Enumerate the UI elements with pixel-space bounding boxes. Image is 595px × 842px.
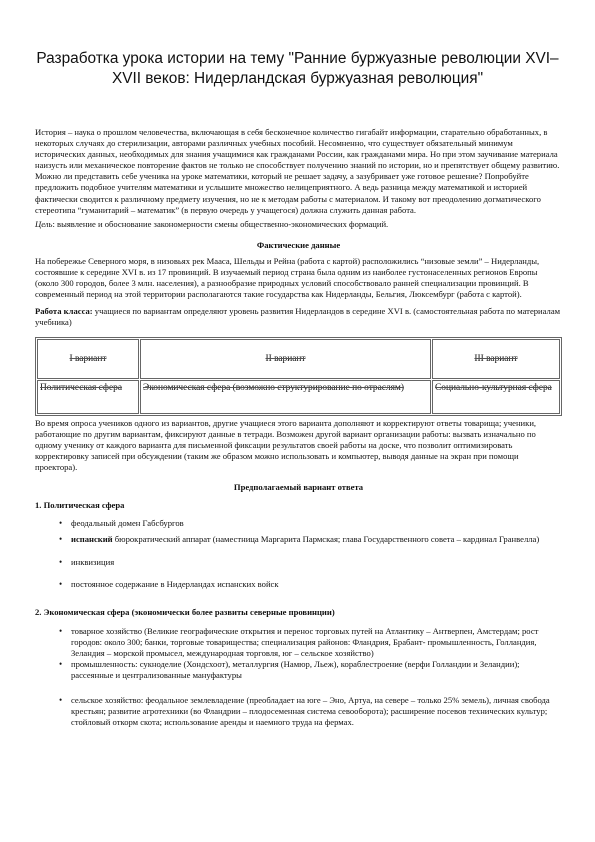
table-cell: Политическая сфера [37,380,139,414]
goal-label: Цель [35,218,53,229]
section1-list [35,518,562,590]
table-row [37,380,560,414]
section2-list [35,626,562,729]
intro-paragraph: История – наука о прошлом человечества, включающая в себя бесконечное количество гигабайт информации, старательно обработанных, в некоторых случаях до стерилизации, авторами различных учебных пособий. Несомненно, что существует обязательный минимум исторических данных, необходимых для знания учащимися как гражданами России, как гражданами мира. Но при этом заучивание материала наизусть или механическое повторение фактов не только не способствует получению знаний по истории, но и препятствует общему развитию. Можно ли представить себе ученика на уроке математики, который не решает задачу, а зазубривает уже готовое решение? Попробуйте предложить подобное учителям математики и услышите множество нелицеприятного. А ведь разница между математикой и историей фактически сводится к различному предмету изучения, но не к методам работы с материалом. И такому вот преодолению догматического стереотипа “гуманитарий – математик” (в первую очередь у учащегося) должна служить данная работа. [35,127,560,215]
list-item: • феодальный домен Габсбургов [71,518,562,529]
answer-heading: Предполагаемый вариант ответа [233,481,364,492]
goal-paragraph [35,219,562,230]
document-body [35,127,562,728]
class-work-label: Работа класса: [35,306,93,317]
list-item: • испанский бюрократический аппарат (наместница Маргарита Пармская; глава Государственного совета – кардинал Гранвелла) [71,534,562,545]
goal-text: : выявление и обоснование закономерности смены общественно-экономических формаций. [52,218,389,229]
table-header-cell: III вариант [432,339,560,379]
list-item: • товарное хозяйство (Великие географические открытия и перенос торговых путей на Атлантику – Антверпен, Амстердам; рост городов: около 300; банки, торговые товарищества; специализация районов: Фландрия, Брабант- промышленность, Голландия, Зеландия – морской промысел, международная торговля, юг – сельское хозяйство) [71,626,562,659]
facts-paragraph: На побережье Северного моря, в низовьях рек Мааса, Шельды и Рейна (работа с картой) расположились “низовые земли” – Нидерланды, состоявшие к середине XVI в. из 17 провинций. В изучаемый период страна была одним из наиболее густонаселенных регионов Европы (около 300 городов, более 3 млн. населения), а разнообразие природных условий способствовало ранней специализации провинций. В современный период на этой территории располагаются такие государства как Нидерланды, Бельгия, Люксембург (работа с картой). [35,255,540,300]
facts-heading: Фактические данные [256,239,341,250]
list-item: • сельское хозяйство: феодальное землевладение (преобладает на юге – Эно, Артуа, на севере – только 25% земель), личная свобода крестьян; развитие агротехники (во Фландрии – плодосеменная система севооборота); расширение посевов технических культур; стойловый откорм скота; использование аренды и наемного труда на фермах. [71,695,562,728]
table-header-cell: I вариант [37,339,139,379]
list-item: • промышленность: сукноделие (Хондсхоот), металлургия (Намюр, Льеж), кораблестроение (верфи Голландии и Зеландии); рассеянные и централизованные мануфактуры [71,659,562,681]
table-cell: Экономическая сфера (возможно структурирование по отраслям) [140,380,431,414]
list-item: • инквизиция [71,557,562,568]
class-work-text: учащиеся по вариантам определяют уровень развития Нидерландов в середине XVI в. (самостоятельная работа по материалам учебника) [35,306,561,328]
page-title: Разработка урока истории на тему "Ранние буржуазные революции XVI–XVII веков: Нидерландская буржуазная революция" [36,50,559,87]
variants-table [35,337,562,416]
class-work-paragraph [35,306,562,328]
section2-title: 2. Экономическая сфера (экономически более развиты северные провинции) [35,606,335,617]
table-header-cell: II вариант [140,339,431,379]
table-header-row [37,339,560,379]
table-cell: Социально-культурная сфера [432,380,560,414]
organization-paragraph: Во время опроса учеников одного из вариантов, другие учащиеся этого варианта дополняют и корректируют ответы товарища; ученики, работающие по другим вариантам, фиксируют данные в тетради. Возможен другой вариант организации работы: вызвать изначально по одному ученику от каждого варианта для письменной фиксации результатов своей работы на доске, что позволит оптимизировать корректировку записей при обсуждении (таким же образом можно использовать и компьютер, выводя данные на экран при помощи проектора). [35,417,537,472]
section1-title: 1. Политическая сфера [35,500,125,511]
list-item: • постоянное содержание в Нидерландах испанских войск [71,579,562,590]
